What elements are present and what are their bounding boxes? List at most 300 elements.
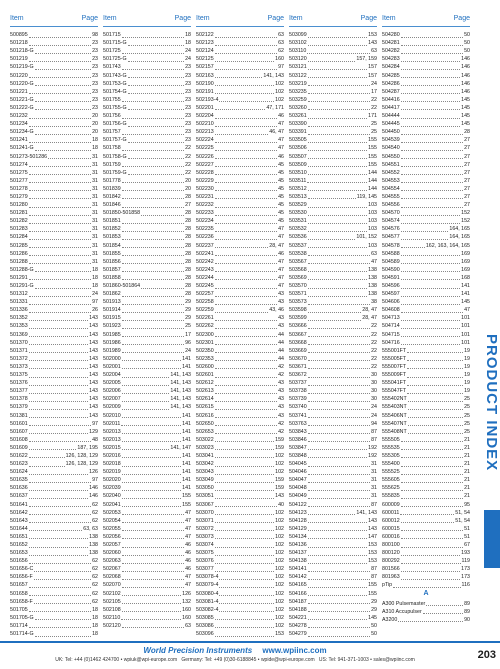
index-entry <box>196 403 284 411</box>
item-number: 501279 <box>10 193 28 200</box>
page-ref: 143 <box>89 363 98 370</box>
leader-dots <box>122 417 181 418</box>
page-ref: 143 <box>368 525 377 532</box>
website-link[interactable]: www.wpiinc.com <box>262 646 327 655</box>
leader-dots <box>215 134 269 135</box>
leader-dots <box>308 126 370 127</box>
index-entry <box>382 282 470 290</box>
page-ref: 46 <box>185 542 191 548</box>
leader-dots <box>308 198 356 199</box>
leader-dots <box>29 304 91 305</box>
side-tab-label: PRODUCT INDEX <box>483 334 500 472</box>
page-ref: 95 <box>464 501 470 508</box>
index-entry <box>382 290 470 298</box>
index-entry <box>103 330 191 338</box>
leader-dots <box>122 271 184 272</box>
item-number: 503085 <box>196 614 214 621</box>
leader-dots <box>401 247 425 248</box>
leader-dots <box>29 231 91 232</box>
index-entry <box>103 533 191 541</box>
item-number: 501219 <box>10 56 28 63</box>
leader-dots <box>122 344 184 345</box>
index-entry <box>10 500 98 508</box>
index-entry <box>196 209 284 217</box>
page-ref: 160 <box>275 56 284 63</box>
index-entry <box>10 185 98 193</box>
page-ref: 28 <box>185 283 191 289</box>
leader-dots <box>308 279 367 280</box>
item-number: 503110 <box>289 48 307 55</box>
leader-dots <box>215 198 277 199</box>
leader-dots <box>308 166 367 167</box>
item-number: 501608 <box>10 436 28 443</box>
leader-dots <box>308 506 370 507</box>
leader-dots <box>401 255 460 256</box>
page-ref: 47 <box>278 145 284 152</box>
leader-dots <box>308 207 367 208</box>
index-entry <box>382 136 470 144</box>
item-number: 555047FT <box>382 388 407 395</box>
page-ref: 23 <box>92 72 98 79</box>
item-number: 501288 <box>10 258 28 265</box>
item-number: 501839 <box>103 185 121 192</box>
page-ref: 45 <box>278 185 284 192</box>
item-number: 555001FT <box>382 347 407 354</box>
page-ref: 25 <box>464 420 470 427</box>
leader-dots <box>29 336 88 337</box>
leader-dots <box>401 53 463 54</box>
index-entry <box>289 565 377 573</box>
column-header <box>10 14 98 27</box>
item-number: 555625 <box>382 485 400 492</box>
item-number: 501291-G <box>10 283 34 289</box>
item-number: 502235 <box>196 226 214 233</box>
page-ref: 18 <box>92 622 98 629</box>
leader-dots <box>401 571 460 572</box>
leader-dots <box>308 37 367 38</box>
item-number: 502041 <box>103 501 121 508</box>
item-number: 502244 <box>196 274 214 281</box>
item-number: 502210 <box>196 121 214 128</box>
leader-dots <box>128 142 185 143</box>
page-ref: 141, 143 <box>170 380 191 387</box>
item-number: 555407NT <box>382 420 407 427</box>
index-entry <box>382 616 470 624</box>
item-number: 502227 <box>196 161 214 168</box>
page-ref: 97 <box>92 299 98 306</box>
leader-dots <box>219 603 274 604</box>
page-ref: 62 <box>278 48 284 55</box>
page-ref: 143 <box>89 323 98 330</box>
page-ref: 155 <box>182 493 191 500</box>
index-entry <box>196 177 284 185</box>
leader-dots <box>215 85 274 86</box>
item-number: 504539 <box>382 137 400 144</box>
page-ref: 51 <box>464 533 470 540</box>
item-number: 503506 <box>289 145 307 152</box>
leader-dots <box>308 263 370 264</box>
page-ref: 141, 143 <box>263 72 284 79</box>
index-entry <box>103 557 191 565</box>
leader-dots <box>308 636 370 637</box>
page-ref: 97 <box>92 420 98 427</box>
index-entry <box>289 266 377 274</box>
index-entry <box>196 371 284 379</box>
leader-dots <box>215 336 277 337</box>
page-ref: 46, 47 <box>269 129 284 136</box>
page-ref: 98 <box>92 32 98 39</box>
leader-dots <box>29 328 88 329</box>
item-number: 502616 <box>196 412 214 419</box>
item-number: 501657 <box>10 582 28 589</box>
index-entry <box>196 112 284 120</box>
page-header: Page <box>81 15 98 22</box>
page-ref: 22 <box>185 169 191 176</box>
item-number: 502600 <box>196 363 214 370</box>
page-ref: 87 <box>371 566 377 573</box>
page-ref: 102 <box>275 452 284 459</box>
leader-dots <box>308 77 367 78</box>
item-number: 502053 <box>103 509 121 516</box>
index-entry <box>10 144 98 152</box>
item-number: 501846 <box>103 202 121 209</box>
item-number: 501913 <box>103 299 121 306</box>
index-entry <box>103 355 191 363</box>
item-number: 504045 <box>289 461 307 468</box>
index-entry <box>196 484 284 492</box>
index-entry <box>10 484 98 492</box>
leader-dots <box>122 182 184 183</box>
index-entry <box>103 492 191 500</box>
page-ref: 26 <box>92 307 98 314</box>
index-entry <box>289 630 377 638</box>
index-entry <box>196 468 284 476</box>
item-number: 555535 <box>382 444 400 451</box>
item-number: 555408NT <box>382 428 407 435</box>
leader-dots <box>308 312 362 313</box>
index-entry <box>196 298 284 306</box>
index-entry <box>289 128 377 136</box>
index-entry <box>10 314 98 322</box>
item-number: 503096 <box>196 631 214 638</box>
item-number: 501923 <box>103 323 121 330</box>
item-number: 503846 <box>289 436 307 443</box>
item-number: 501277 <box>10 177 28 184</box>
leader-dots <box>401 142 463 143</box>
item-number: 504281 <box>382 40 400 47</box>
item-number: 501753-G <box>103 80 127 87</box>
section-letter: A <box>423 590 429 598</box>
page-ref: 45 <box>278 218 284 225</box>
page-ref: 141, 143 <box>356 509 377 516</box>
leader-dots <box>401 457 463 458</box>
leader-dots <box>29 441 91 442</box>
page-ref: 43 <box>278 380 284 387</box>
page-ref: 132 <box>182 598 191 605</box>
item-number: 503512 <box>289 185 307 192</box>
index-entry <box>10 573 98 581</box>
leader-dots <box>29 223 91 224</box>
leader-dots <box>122 538 184 539</box>
index-entry <box>382 476 470 484</box>
leader-dots <box>219 579 274 580</box>
item-number: 504138 <box>289 558 307 565</box>
index-entry <box>382 371 470 379</box>
leader-dots <box>215 441 274 442</box>
leader-dots <box>308 522 367 523</box>
item-number: 501379 <box>10 404 28 411</box>
index-entry <box>289 217 377 225</box>
leader-dots <box>308 474 370 475</box>
index-entry <box>196 500 284 508</box>
index-entry <box>289 298 377 306</box>
index-entry <box>10 492 98 500</box>
leader-dots <box>128 174 185 175</box>
index-entry <box>289 274 377 282</box>
page-ref: 141 <box>182 363 191 370</box>
item-number: 502236 <box>196 234 214 241</box>
page-ref: 28 <box>185 258 191 265</box>
index-entry <box>196 282 284 290</box>
item-number: 504716 <box>382 339 400 346</box>
leader-dots <box>401 344 460 345</box>
index-entry <box>103 371 191 379</box>
item-number: 555400 <box>382 461 400 468</box>
page-ref: 62 <box>92 501 98 508</box>
index-entry <box>10 468 98 476</box>
page-ref: 31 <box>92 218 98 225</box>
page-ref: 157 <box>368 72 377 79</box>
item-number: 502056 <box>103 533 121 540</box>
item-number: 503071 <box>196 517 214 524</box>
page-ref: 147 <box>368 533 377 540</box>
item-number: 504540 <box>382 145 400 152</box>
page-ref: 43 <box>278 388 284 395</box>
leader-dots <box>29 538 88 539</box>
item-number: 503537 <box>289 242 307 249</box>
index-entry <box>196 387 284 395</box>
page-ref: 47 <box>185 509 191 516</box>
item-number: 502120 <box>103 622 121 629</box>
leader-dots <box>219 101 274 102</box>
item-number: 503067 <box>196 501 214 508</box>
leader-dots <box>122 441 181 442</box>
page-ref: 21 <box>464 436 470 443</box>
leader-dots <box>122 514 184 515</box>
leader-dots <box>128 158 185 159</box>
leader-dots <box>308 296 367 297</box>
index-entry <box>289 55 377 63</box>
leader-dots <box>29 247 91 248</box>
page-ref: 101, 152 <box>356 234 377 241</box>
index-entry <box>382 468 470 476</box>
footer <box>0 641 500 669</box>
item-number: 501758 <box>103 145 121 152</box>
index-entry <box>10 266 98 274</box>
page-ref: 87 <box>371 574 377 581</box>
page-ref: 145 <box>461 104 470 111</box>
item-header: Item <box>289 15 303 22</box>
leader-dots <box>29 93 91 94</box>
index-entry <box>103 250 191 258</box>
index-entry <box>382 500 470 508</box>
page-ref: 90 <box>464 616 470 623</box>
page-ref: 155 <box>368 590 377 597</box>
index-entry <box>103 517 191 525</box>
index-entry <box>382 63 470 71</box>
leader-dots <box>401 506 463 507</box>
index-entry <box>103 185 191 193</box>
page-ref: 159 <box>275 444 284 451</box>
item-number: 502353 <box>196 355 214 362</box>
page-ref: 141 <box>182 428 191 435</box>
leader-dots <box>308 142 367 143</box>
item-number: 503042 <box>196 461 214 468</box>
item-number: 504279 <box>289 631 307 638</box>
item-number: 504577 <box>382 234 400 241</box>
index-entry <box>382 31 470 39</box>
leader-dots <box>29 215 91 216</box>
page-ref: 153 <box>368 32 377 39</box>
page-ref: 31 <box>92 161 98 168</box>
index-entry <box>289 104 377 112</box>
leader-dots <box>215 53 277 54</box>
leader-dots <box>215 393 277 394</box>
index-entry <box>103 298 191 306</box>
item-number: 503569 <box>289 274 307 281</box>
index-entry <box>289 379 377 387</box>
index-entry <box>103 387 191 395</box>
page-header: Page <box>267 15 284 22</box>
item-number: 501273-501286 <box>10 153 48 160</box>
page-ref: 29 <box>371 606 377 613</box>
item-number: 502650 <box>196 420 214 427</box>
item-number: 504048 <box>289 485 307 492</box>
index-entry <box>196 509 284 517</box>
item-number: 503513 <box>289 193 307 200</box>
index-entry <box>10 581 98 589</box>
index-entry <box>10 339 98 347</box>
index-entry <box>196 573 284 581</box>
index-entry <box>382 88 470 96</box>
item-number: 502004 <box>103 372 121 379</box>
item-number: 504576 <box>382 226 400 233</box>
leader-dots <box>398 621 463 622</box>
index-entry <box>10 436 98 444</box>
item-number: 504187 <box>289 598 307 605</box>
page-ref: 143 <box>89 347 98 354</box>
leader-dots <box>141 215 184 216</box>
item-number: 501778 <box>103 177 121 184</box>
index-entry <box>289 355 377 363</box>
index-entry <box>10 598 98 606</box>
page-ref: 23 <box>92 40 98 47</box>
index-entry <box>382 444 470 452</box>
leader-dots <box>401 263 460 264</box>
leader-dots <box>122 352 184 353</box>
item-number: 504591 <box>382 274 400 281</box>
item-number: 502601 <box>196 372 214 379</box>
page-ref: 143 <box>89 404 98 411</box>
page-ref: 31 <box>92 153 98 160</box>
item-number: 502234 <box>196 218 214 225</box>
item-number: 503260 <box>289 104 307 111</box>
leader-dots <box>215 547 274 548</box>
index-entry <box>103 322 191 330</box>
page-ref: 47 <box>278 258 284 265</box>
index-entry <box>103 258 191 266</box>
page-ref: 47 <box>371 258 377 265</box>
item-number: 502000 <box>103 355 121 362</box>
index-entry <box>10 298 98 306</box>
index-entry <box>103 395 191 403</box>
page-ref: 28 <box>185 274 191 281</box>
item-number: 502225 <box>196 145 214 152</box>
item-number: 501282 <box>10 218 28 225</box>
index-entry <box>103 468 191 476</box>
index-entry <box>103 39 191 47</box>
index-entry <box>196 444 284 452</box>
index-entry <box>103 47 191 55</box>
page-ref: 31 <box>92 226 98 233</box>
page-ref: 31 <box>371 493 377 500</box>
index-entry <box>10 282 98 290</box>
leader-dots <box>308 93 370 94</box>
index-entry <box>382 599 470 607</box>
item-number: 503235 <box>289 88 307 95</box>
item-number: 501623 <box>10 461 28 468</box>
index-entry <box>196 533 284 541</box>
page-ref: 143 <box>275 493 284 500</box>
item-number: 501644 <box>10 525 28 532</box>
leader-dots <box>35 288 92 289</box>
item-number: 555835 <box>382 493 400 500</box>
page-ref: 20 <box>185 177 191 184</box>
item-number: 502190 <box>196 80 214 87</box>
item-number: pTip <box>382 582 393 589</box>
index-entry <box>289 517 377 525</box>
index-entry <box>382 492 470 500</box>
leader-dots <box>308 401 370 402</box>
page-ref: 21 <box>464 461 470 468</box>
item-number: 501842 <box>103 193 121 200</box>
page-ref: 23 <box>185 80 191 87</box>
item-number: 502057 <box>103 542 121 548</box>
index-entry <box>382 509 470 517</box>
item-number: 501369 <box>10 331 28 338</box>
item-number: 555305 <box>382 452 400 459</box>
page-ref: 48 <box>92 436 98 443</box>
page-ref: 18 <box>92 145 98 152</box>
leader-dots <box>122 449 170 450</box>
leader-dots <box>308 514 356 515</box>
item-number: 800120 <box>382 550 400 557</box>
leader-dots <box>29 385 88 386</box>
item-number: 501755 <box>103 96 121 103</box>
item-number: 502213 <box>196 129 214 136</box>
index-entry <box>196 452 284 460</box>
page-ref: 143 <box>89 388 98 395</box>
item-number: 502612 <box>196 380 214 387</box>
item-number: 504137 <box>289 550 307 557</box>
index-entry <box>10 128 98 136</box>
leader-dots <box>308 409 370 410</box>
leader-dots <box>29 401 88 402</box>
page-ref: 102 <box>275 96 284 103</box>
index-entry <box>196 144 284 152</box>
index-entry <box>382 355 470 363</box>
page-ref: 18 <box>185 32 191 39</box>
